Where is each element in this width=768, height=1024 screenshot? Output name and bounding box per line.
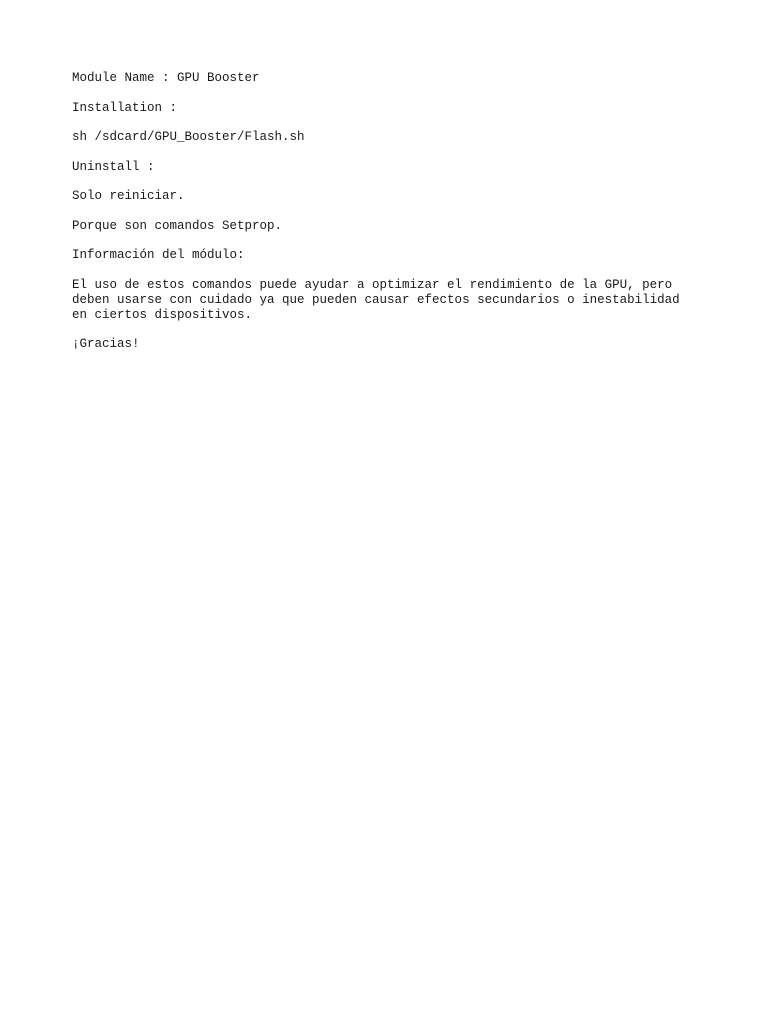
install-command: sh /sdcard/GPU_Booster/Flash.sh (72, 130, 305, 144)
module-name-line: Module Name : GPU Booster (72, 71, 260, 85)
installation-heading: Installation : (72, 100, 178, 115)
uninstall-heading: Uninstall : (72, 159, 155, 174)
document-page (72, 71, 712, 367)
setprop-note: Porque son comandos Setprop. (72, 218, 283, 233)
module-info-paragraph: El uso de estos comandos puede ayudar a optimizar el rendimiento de la GPU, pero deben usarse con cuidado ya que pueden causar efectos secundarios o inestabilidad en ciertos dispositivos. (72, 277, 680, 322)
uninstall-instruction: Solo reiniciar. (72, 189, 185, 203)
module-info-heading: Información del módulo: (72, 248, 245, 262)
thanks-line: ¡Gracias! (72, 337, 140, 351)
